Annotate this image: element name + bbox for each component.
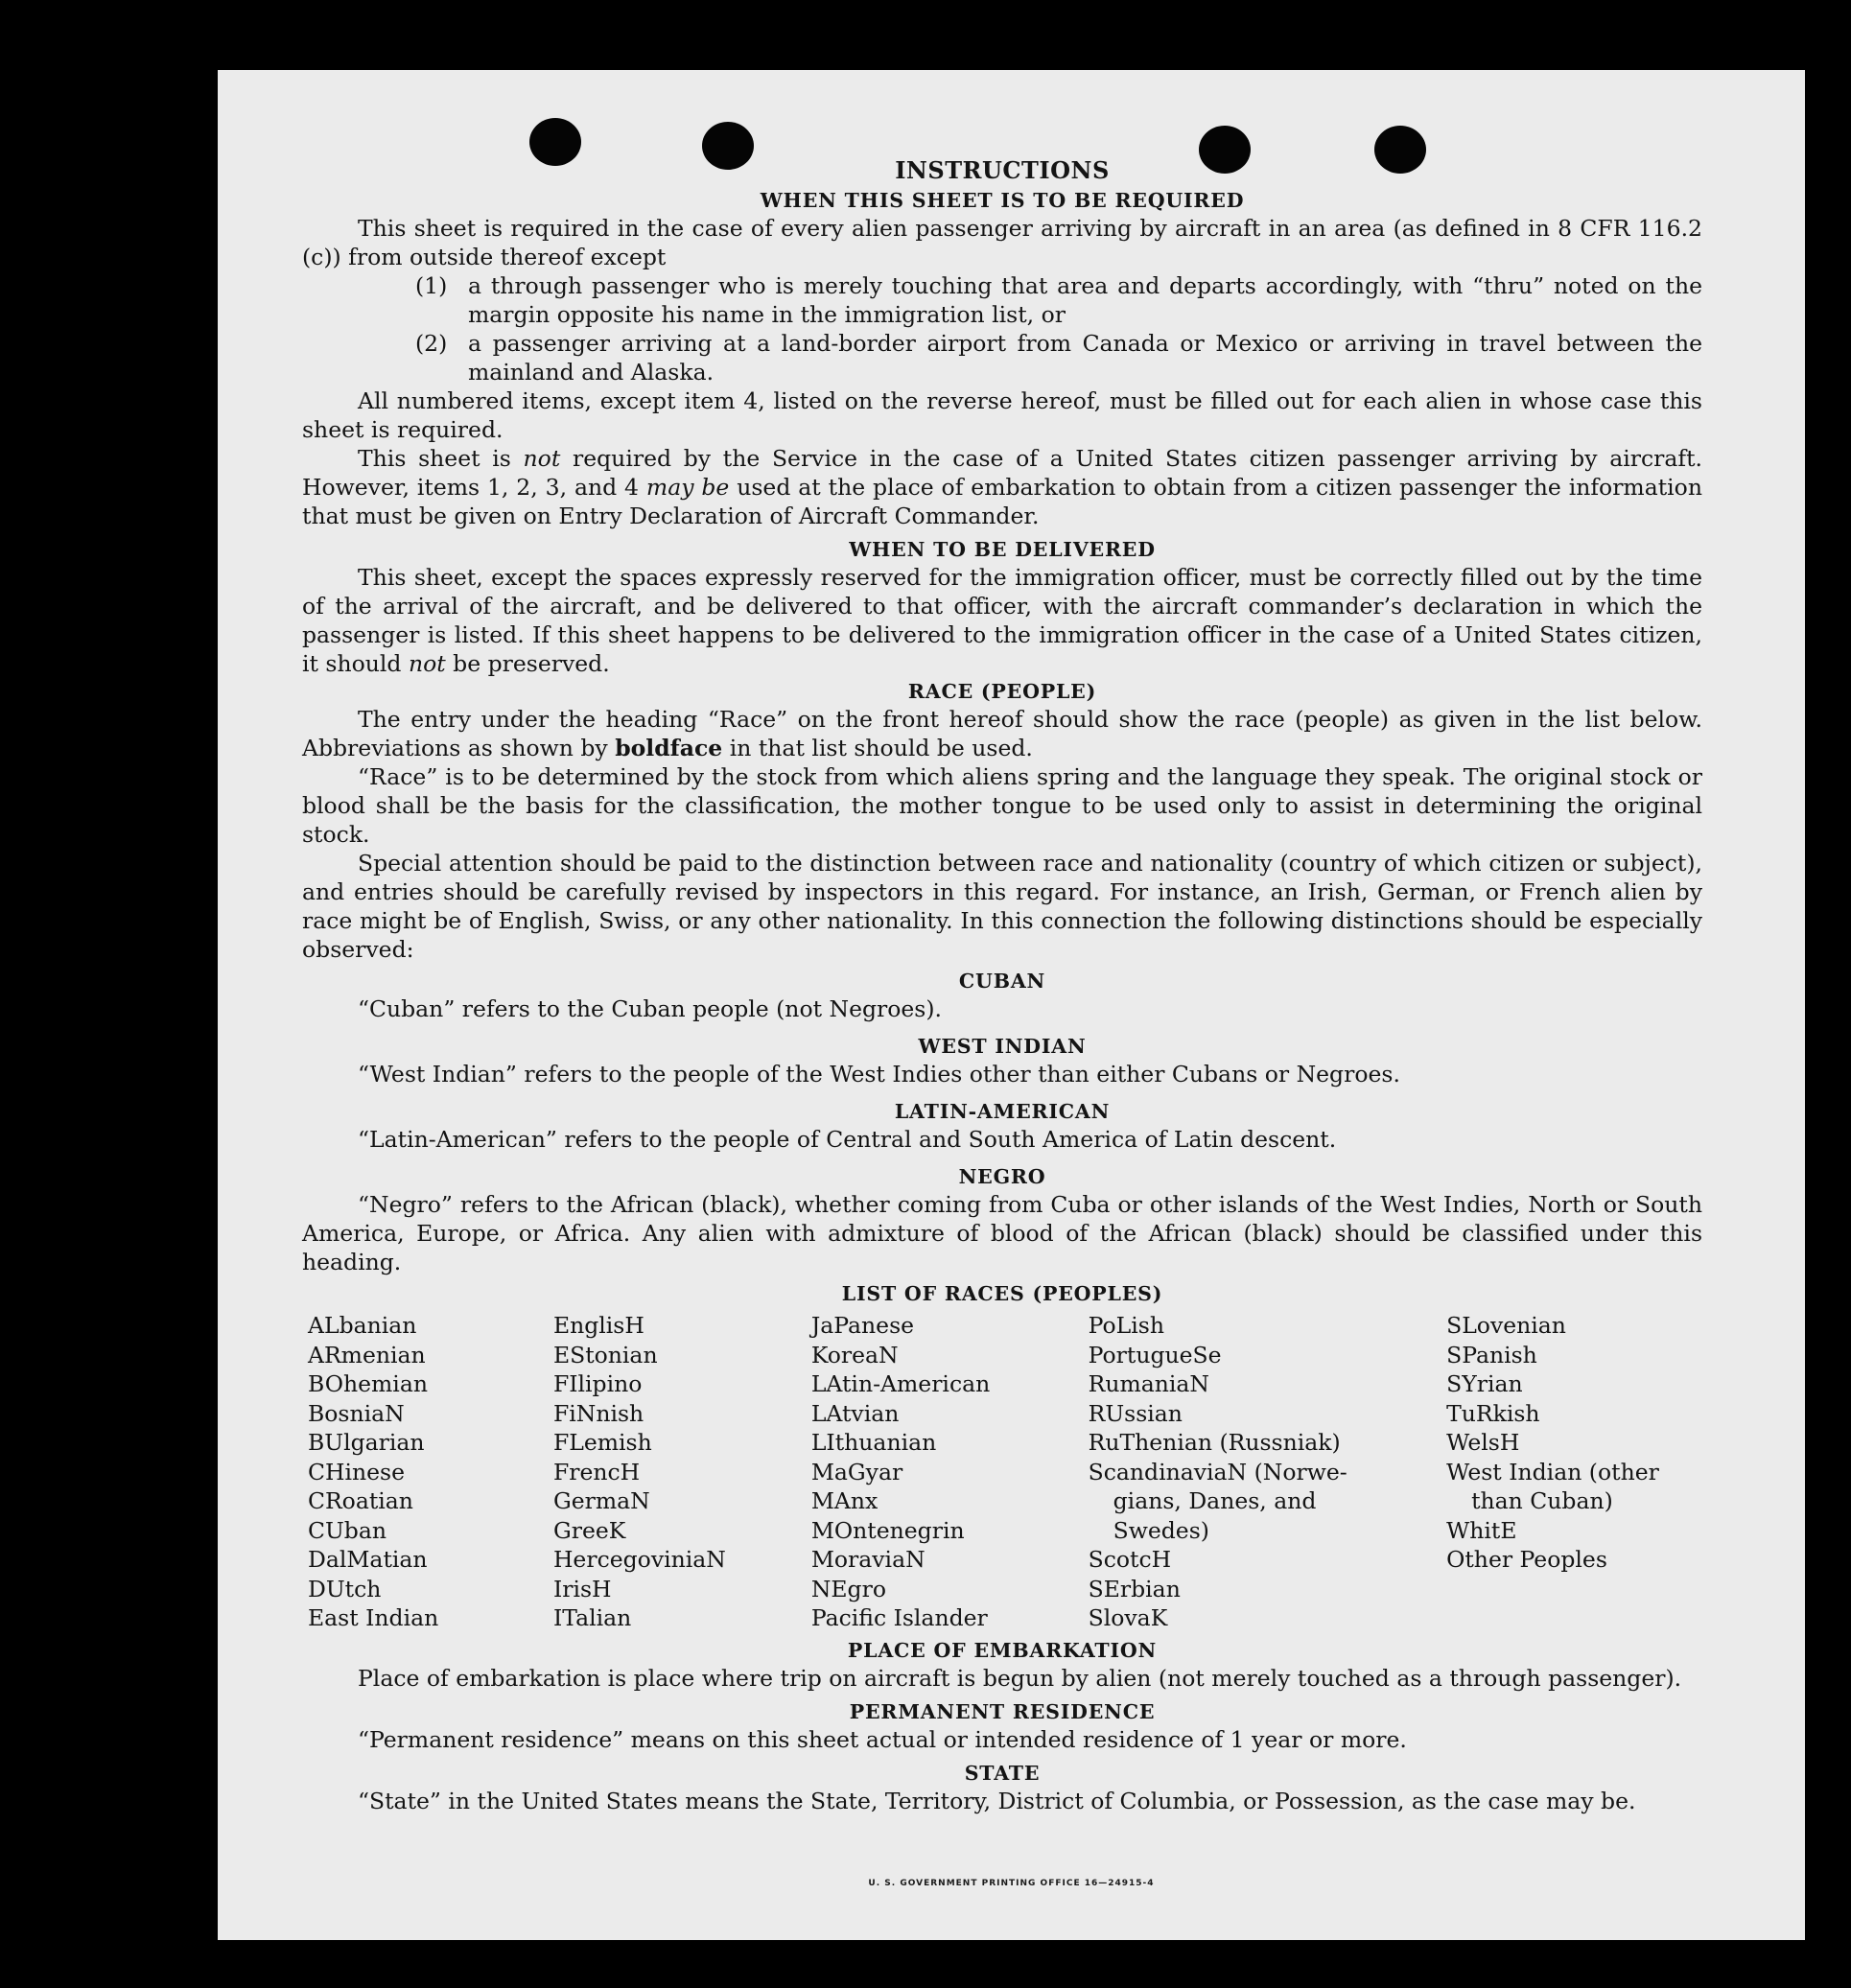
race-entry: CUban [308,1516,387,1544]
paragraph-negro: “Negro” refers to the African (black), whether coming from Cuba or other islands of the West Indies, North or South America, Europe, or Africa. Any alien with admixture of blood of the African (black) should be classified under this heading. [302,1191,1702,1275]
paragraph-residence: “Permanent residence” means on this sheet actual or intended residence of 1 year or more. [358,1725,1407,1753]
race-entry: SlovaK [1088,1604,1168,1631]
race-entry: EnglisH [552,1312,644,1339]
race-entry: SPanish [1446,1341,1537,1368]
race-entry: ScotcH [1088,1546,1172,1573]
text-segment: be preserved. [453,650,610,677]
race-entry: West Indian (other [1446,1458,1659,1485]
race-entry: MaGyar [810,1458,903,1485]
race-entry: SErbian [1088,1575,1181,1602]
page-title: INSTRUCTIONS [895,156,1110,184]
race-entry: Other Peoples [1446,1546,1607,1573]
race-column [553,1311,811,1633]
section-heading-when-required: WHEN THIS SHEET IS TO BE REQUIRED [760,189,1245,212]
section-heading-latin-american: LATIN-AMERICAN [894,1100,1111,1123]
race-entry: East Indian [308,1604,439,1631]
race-entry: NEgro [810,1575,886,1602]
race-entry: RuThenian (Russniak) [1088,1429,1341,1456]
paragraph-race-nationality: Special attention should be paid to the distinction between race and nationality (country of which citizen or subject), and entries should be carefully revised by inspectors in this regard. For instance, an Irish, German, or French alien by race might be of English, Swiss, or any other nationality. In this connection the following distinctions should be especially observed: [302,850,1702,963]
race-entry: BOhemian [308,1370,428,1397]
race-entry: Swedes) [1113,1516,1209,1544]
section-heading-list-of-races: LIST OF RACES (PEOPLES) [841,1282,1163,1305]
race-entry: WelsH [1446,1429,1520,1456]
race-entry: BosniaN [308,1399,405,1427]
text-segment: used at the place of embarkation to obtain from a citizen passenger the information that must be given on Entry Declaration of Aircraft Commander. [302,474,1702,529]
race-entry: FrencH [552,1458,641,1485]
paragraph-required-intro: This sheet is required in the case of every alien passenger arriving by aircraft in an area (as defined in 8 CFR 116.2 (c)) from outside thereof except [302,215,1702,270]
paragraph-delivery [302,563,1702,678]
exception-number: (1) [415,272,448,299]
race-entry: ScandinaviaN (Norwe- [1088,1458,1347,1485]
exception-number: (2) [415,330,448,357]
race-entry: MOntenegrin [810,1516,965,1544]
race-entry: SLovenian [1446,1312,1566,1339]
race-entry: RUssian [1088,1399,1183,1427]
document-content [302,154,1702,1815]
paragraph-citizen [302,444,1702,530]
race-entry: LAtin-American [810,1370,991,1397]
race-entry: IrisH [552,1575,612,1602]
race-entry: Pacific Islander [810,1604,988,1631]
text-segment: The entry under the heading “Race” on the front hereof should show the race (people) as given in the list below. Abbreviations as shown by [302,706,1702,761]
race-entry: DUtch [308,1575,382,1602]
paragraph-race-entry [302,705,1702,762]
italic-text: not [408,650,446,677]
section-heading-when-delivered: WHEN TO BE DELIVERED [849,538,1156,561]
paragraph-latin-american: “Latin-American” refers to the people of Central and South America of Latin descent. [358,1126,1337,1153]
exception-text: a through passenger who is merely touching that area and departs accordingly, with “thru” noted on the margin opposite his name in the immigration list, or [468,272,1702,328]
race-entry: MoraviaN [810,1546,926,1573]
race-entry: PortugueSe [1088,1341,1222,1368]
race-entry: gians, Danes, and [1113,1487,1317,1514]
document-sheet [218,70,1805,1940]
section-heading-west-indian: WEST INDIAN [918,1035,1087,1058]
paragraph-numbered-items: All numbered items, except item 4, listed on the reverse hereof, must be filled out for each alien in whose case this sheet is required. [302,387,1702,443]
race-entry: than Cuban) [1471,1487,1613,1514]
bold-text: boldface [615,735,723,761]
text-segment: This sheet is [358,445,511,472]
italic-text: not [523,445,561,472]
race-entry: LIthuanian [810,1429,937,1456]
printing-office-footer: U. S. GOVERNMENT PRINTING OFFICE 16—24915-4 [868,1879,1155,1888]
race-entry: HercegoviniaN [552,1546,726,1573]
race-column [811,1311,1089,1633]
paragraph-state: “State” in the United States means the State, Territory, District of Columbia, or Possession, as the case may be. [358,1787,1636,1814]
paragraph-west-indian: “West Indian” refers to the people of the West Indies other than either Cubans or Negroes. [358,1061,1400,1088]
race-entry: PoLish [1088,1312,1164,1339]
race-entry: ITalian [552,1604,632,1631]
exception-text: a passenger arriving at a land-border airport from Canada or Mexico or arriving in travel between the mainland and Alaska. [468,330,1702,386]
race-entry: FIlipino [552,1370,643,1397]
paragraph-race-definition: “Race” is to be determined by the stock from which aliens spring and the language they speak. The original stock or blood shall be the basis for the classification, the mother tongue to be used only to assist in determining the original stock. [302,763,1702,848]
race-entry: GreeK [552,1516,626,1544]
race-list-table [302,1311,1702,1633]
exception-item [302,329,1702,386]
exception-item [302,271,1702,329]
section-heading-negro: NEGRO [958,1165,1046,1188]
race-entry: SYrian [1446,1370,1523,1397]
race-entry: JaPanese [810,1312,915,1339]
italic-text: may be [645,474,730,501]
race-entry: DalMatian [308,1546,428,1573]
race-entry: GermaN [552,1487,650,1514]
race-entry: BUlgarian [308,1429,425,1456]
paragraph-embarkation: Place of embarkation is place where trip on aircraft is begun by alien (not merely touched as a through passenger). [358,1664,1682,1692]
text-segment: required by the Service in the case of a United States citizen passenger arriving by aircraft. However, items 1, 2, 3, and 4 [302,445,1702,501]
race-entry: EStonian [552,1341,658,1368]
race-entry: KoreaN [810,1341,899,1368]
section-heading-race: RACE (PEOPLE) [907,680,1097,703]
race-entry: CHinese [308,1458,405,1485]
race-entry: FiNnish [552,1399,644,1427]
race-entry: RumaniaN [1088,1370,1209,1397]
race-column [1446,1311,1702,1633]
race-entry: WhitE [1446,1516,1517,1544]
race-entry: FLemish [552,1429,652,1456]
paragraph-cuban: “Cuban” refers to the Cuban people (not Negroes). [358,995,943,1022]
text-segment: This sheet, except the spaces expressly reserved for the immigration officer, must be correctly filled out by the time of the arrival of the aircraft, and be delivered to that officer, with the aircraft commander’s declaration in which the passenger is listed. If this sheet happens to be delivered to the immigration officer in the case of a United States citizen, it should [302,564,1702,677]
race-entry: LAtvian [810,1399,900,1427]
section-heading-residence: PERMANENT RESIDENCE [849,1699,1156,1723]
section-heading-state: STATE [964,1761,1041,1785]
race-column [1089,1311,1446,1633]
race-entry: TuRkish [1446,1399,1540,1427]
race-entry: CRoatian [308,1487,413,1514]
race-entry: ALbanian [308,1312,417,1339]
text-segment: in that list should be used. [729,735,1033,761]
race-column [302,1311,553,1633]
race-entry: ARmenian [308,1341,426,1368]
race-entry: MAnx [810,1487,879,1514]
section-heading-cuban: CUBAN [958,970,1046,993]
section-heading-embarkation: PLACE OF EMBARKATION [847,1638,1158,1662]
